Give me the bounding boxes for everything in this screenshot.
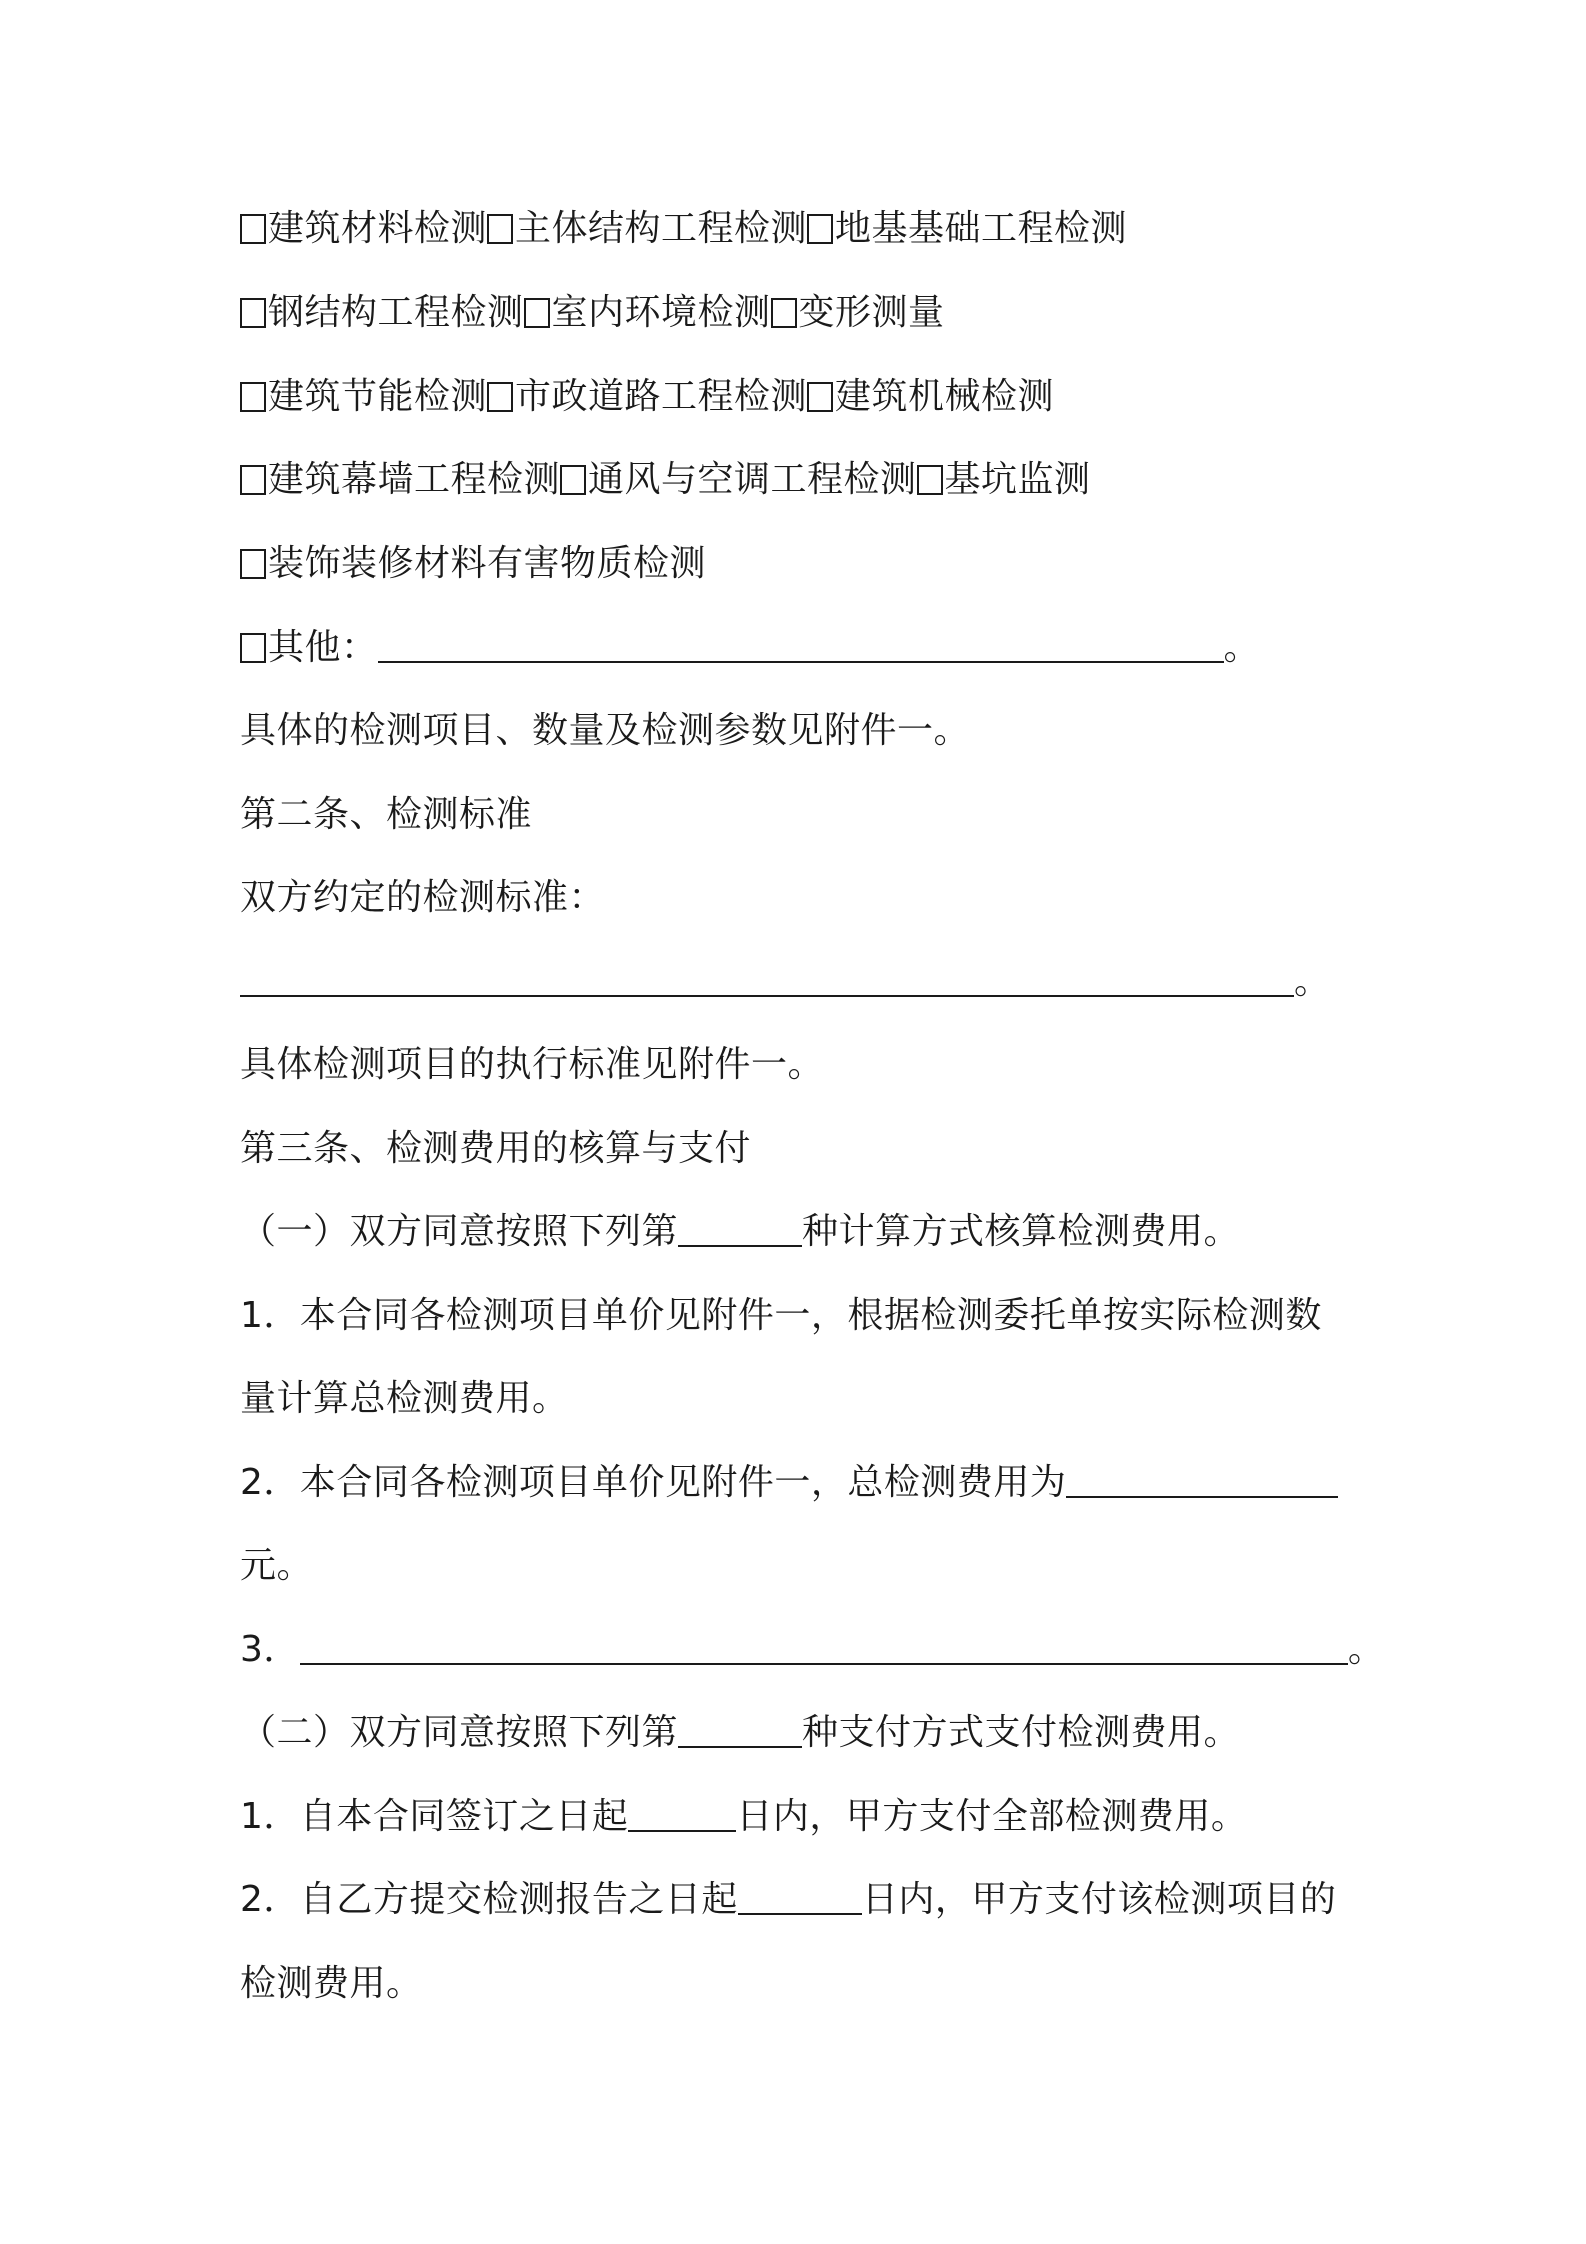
end-mark: 。: [1223, 627, 1261, 668]
pay2-suffix: 日内，甲方支付该检测项目的: [861, 1879, 1337, 1920]
article2-title: 第二条、检测标准: [240, 794, 533, 835]
checkbox[interactable]: [807, 214, 833, 244]
pay2-prefix: 2．自乙方提交检测报告之日起: [240, 1879, 738, 1920]
calc3-row: [240, 1626, 1384, 1674]
checklist-row-1: [240, 205, 1127, 253]
pay1-days-blank[interactable]: [628, 1794, 736, 1832]
calc1-line2: 量计算总检测费用。: [240, 1378, 569, 1419]
calc2-prefix: 2．本合同各检测项目单价见附件一，总检测费用为: [240, 1462, 1067, 1503]
option-label: 市政道路工程检测: [515, 376, 808, 417]
checkbox[interactable]: [240, 214, 266, 244]
checkbox[interactable]: [917, 465, 943, 495]
option-label: 建筑节能检测: [268, 376, 488, 417]
checklist-other-row: [240, 624, 1260, 672]
checkbox[interactable]: [240, 465, 266, 495]
checkbox[interactable]: [524, 298, 550, 328]
end-mark: 。: [1347, 1629, 1385, 1670]
pay2-line2: 检测费用。: [240, 1963, 423, 2004]
checkbox[interactable]: [240, 382, 266, 412]
end-mark: 。: [1294, 961, 1331, 1002]
option-label: 钢结构工程检测: [268, 292, 524, 333]
option-label: 装饰装修材料有害物质检测: [268, 543, 707, 584]
checkbox[interactable]: [807, 382, 833, 412]
option-label: 通风与空调工程检测: [588, 459, 917, 500]
pay1-row: [240, 1793, 1247, 1841]
checklist-row-5: [240, 540, 706, 588]
pay2-days-blank[interactable]: [738, 1877, 862, 1915]
article2-note: 具体检测项目的执行标准见附件一。: [240, 1044, 825, 1085]
total-fee-blank[interactable]: [1066, 1460, 1338, 1498]
calc-method-row: [240, 1208, 1240, 1256]
article2-agreed-label: 双方约定的检测标准：: [240, 877, 606, 918]
checklist-row-2: [240, 289, 945, 337]
option-label: 建筑材料检测: [268, 208, 488, 249]
checkbox[interactable]: [487, 382, 513, 412]
pay1-suffix: 日内，甲方支付全部检测费用。: [736, 1796, 1248, 1837]
calc3-prefix: 3．: [240, 1629, 300, 1670]
standard-blank-row: [240, 958, 1331, 1006]
checkbox[interactable]: [240, 298, 266, 328]
option-label: 主体结构工程检测: [515, 208, 808, 249]
calc1-line1: 1．本合同各检测项目单价见附件一，根据检测委托单按实际检测数: [240, 1295, 1322, 1336]
option-label: 建筑机械检测: [835, 376, 1055, 417]
other-blank[interactable]: [378, 625, 1224, 663]
calc3-blank[interactable]: [300, 1627, 1348, 1665]
pay2-row: [240, 1876, 1336, 1924]
checkbox[interactable]: [487, 214, 513, 244]
option-label: 变形测量: [798, 292, 945, 333]
pay1-prefix: 1．自本合同签订之日起: [240, 1796, 629, 1837]
option-label: 地基基础工程检测: [835, 208, 1128, 249]
pay-prefix: （二）双方同意按照下列第: [240, 1712, 679, 1753]
calc-suffix: 种计算方式核算检测费用。: [802, 1211, 1241, 1252]
pay-method-row: [240, 1709, 1240, 1757]
pay-suffix: 种支付方式支付检测费用。: [802, 1712, 1241, 1753]
calc-prefix: （一）双方同意按照下列第: [240, 1211, 679, 1252]
calc-method-blank[interactable]: [678, 1209, 802, 1247]
checklist-row-4: [240, 456, 1091, 504]
pay-method-blank[interactable]: [678, 1710, 802, 1748]
calc2-line2: 元。: [240, 1545, 314, 1586]
checkbox[interactable]: [560, 465, 586, 495]
option-label: 基坑监测: [944, 459, 1091, 500]
checkbox[interactable]: [240, 633, 266, 663]
article3-title: 第三条、检测费用的核算与支付: [240, 1128, 752, 1169]
checklist-row-3: [240, 373, 1054, 421]
option-label: 室内环境检测: [551, 292, 771, 333]
option-label: 建筑幕墙工程检测: [268, 459, 561, 500]
other-label: 其他：: [268, 627, 378, 668]
calc2-row: [240, 1459, 1338, 1507]
article1-note: 具体的检测项目、数量及检测参数见附件一。: [240, 710, 971, 751]
standard-blank[interactable]: [240, 959, 1294, 997]
checkbox[interactable]: [240, 549, 266, 579]
checkbox[interactable]: [771, 298, 797, 328]
